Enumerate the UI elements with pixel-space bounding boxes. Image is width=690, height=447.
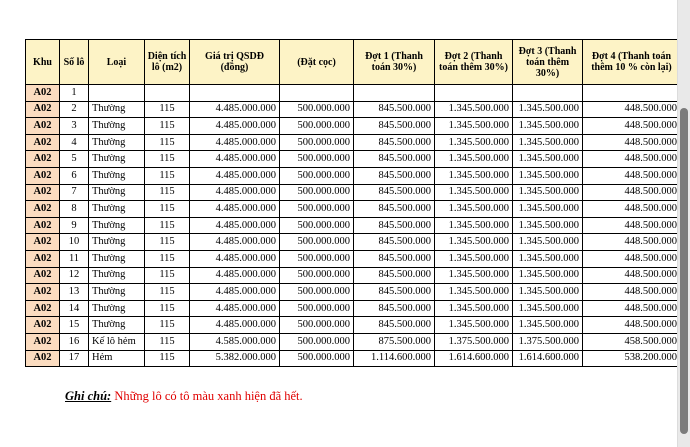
table-cell: 4.485.000.000 <box>190 234 280 251</box>
table-body <box>26 85 681 367</box>
table-cell: 448.500.000 <box>583 134 681 151</box>
table-cell: 500.000.000 <box>280 267 354 284</box>
table-cell: 4.485.000.000 <box>190 284 280 301</box>
table-row <box>26 201 681 218</box>
table-cell: 17 <box>60 350 89 367</box>
table-cell: 4.485.000.000 <box>190 167 280 184</box>
table-cell: 1.375.500.000 <box>513 333 583 350</box>
column-header: Giá trị QSDĐ (đồng) <box>190 40 280 85</box>
table-cell: Thường <box>89 151 145 168</box>
table-cell: 845.500.000 <box>354 250 435 267</box>
table-cell: 9 <box>60 217 89 234</box>
khu-cell: A02 <box>26 184 60 201</box>
table-cell: 500.000.000 <box>280 234 354 251</box>
table-cell: 115 <box>145 317 190 334</box>
khu-cell: A02 <box>26 201 60 218</box>
table-cell: 1.345.500.000 <box>435 267 513 284</box>
table-cell: 12 <box>60 267 89 284</box>
table-cell: 1.614.600.000 <box>513 350 583 367</box>
table-cell: 845.500.000 <box>354 217 435 234</box>
khu-cell: A02 <box>26 300 60 317</box>
table-cell: 1.345.500.000 <box>513 300 583 317</box>
table-cell: 448.500.000 <box>583 234 681 251</box>
table-cell: 115 <box>145 167 190 184</box>
khu-cell: A02 <box>26 333 60 350</box>
table-row <box>26 284 681 301</box>
table-cell: 500.000.000 <box>280 201 354 218</box>
table-cell: 1.345.500.000 <box>435 284 513 301</box>
table-cell: 500.000.000 <box>280 118 354 135</box>
table-cell: 1.345.500.000 <box>513 317 583 334</box>
table-cell: 845.500.000 <box>354 300 435 317</box>
table-cell: 1.614.600.000 <box>435 350 513 367</box>
table-cell: 14 <box>60 300 89 317</box>
table-cell: 500.000.000 <box>280 167 354 184</box>
column-header: Loại <box>89 40 145 85</box>
table-cell: 115 <box>145 350 190 367</box>
table-cell: Thường <box>89 217 145 234</box>
footnote <box>65 389 303 404</box>
khu-cell: A02 <box>26 101 60 118</box>
table-cell: 448.500.000 <box>583 217 681 234</box>
table-cell: 1.345.500.000 <box>435 101 513 118</box>
table-cell: 16 <box>60 333 89 350</box>
table-cell: 1.345.500.000 <box>435 300 513 317</box>
khu-cell: A02 <box>26 134 60 151</box>
table-cell: 500.000.000 <box>280 300 354 317</box>
table-cell: 1.345.500.000 <box>513 151 583 168</box>
table-cell: 1.345.500.000 <box>435 234 513 251</box>
table-cell <box>190 85 280 102</box>
table-cell: 1.345.500.000 <box>513 217 583 234</box>
table-cell: 500.000.000 <box>280 134 354 151</box>
table-cell: 448.500.000 <box>583 300 681 317</box>
table-cell: 11 <box>60 250 89 267</box>
table-cell: 500.000.000 <box>280 350 354 367</box>
scrollbar-thumb[interactable] <box>680 108 688 434</box>
table-cell: 1.345.500.000 <box>435 250 513 267</box>
table-cell: 4 <box>60 134 89 151</box>
table-cell: 448.500.000 <box>583 151 681 168</box>
table-cell: 1.114.600.000 <box>354 350 435 367</box>
table-cell: 875.500.000 <box>354 333 435 350</box>
table-cell: 115 <box>145 333 190 350</box>
column-header: Đợt 3 (Thanh toán thêm 30%) <box>513 40 583 85</box>
table-cell: 500.000.000 <box>280 151 354 168</box>
table-cell: 845.500.000 <box>354 134 435 151</box>
table-cell: 115 <box>145 284 190 301</box>
table-cell: 1.345.500.000 <box>435 217 513 234</box>
table-cell: Thường <box>89 250 145 267</box>
table-cell: 448.500.000 <box>583 201 681 218</box>
table-cell: 8 <box>60 201 89 218</box>
table-cell: 448.500.000 <box>583 118 681 135</box>
table-row <box>26 151 681 168</box>
table-cell: 500.000.000 <box>280 101 354 118</box>
table-cell: 845.500.000 <box>354 267 435 284</box>
table-cell: 845.500.000 <box>354 151 435 168</box>
table-cell: 4.485.000.000 <box>190 184 280 201</box>
table-row <box>26 184 681 201</box>
table-row <box>26 300 681 317</box>
table-cell: Thường <box>89 284 145 301</box>
table-cell: 4.485.000.000 <box>190 118 280 135</box>
table-cell: 13 <box>60 284 89 301</box>
table-cell: 1.345.500.000 <box>435 184 513 201</box>
table-cell: Thường <box>89 300 145 317</box>
table-cell: 1.345.500.000 <box>513 201 583 218</box>
table-cell: 115 <box>145 300 190 317</box>
table-cell: 448.500.000 <box>583 167 681 184</box>
table-cell: Thường <box>89 167 145 184</box>
khu-cell: A02 <box>26 267 60 284</box>
table-cell: Thường <box>89 234 145 251</box>
table-cell: 1.345.500.000 <box>513 284 583 301</box>
table-row <box>26 85 681 102</box>
table-cell: 1.345.500.000 <box>513 101 583 118</box>
table-header-row <box>26 40 681 85</box>
table-row <box>26 333 681 350</box>
table-cell: 1.345.500.000 <box>435 167 513 184</box>
table-cell: 1.345.500.000 <box>513 250 583 267</box>
table-cell: 10 <box>60 234 89 251</box>
table-cell: 1.345.500.000 <box>435 201 513 218</box>
table-cell: 1.345.500.000 <box>513 118 583 135</box>
khu-cell: A02 <box>26 350 60 367</box>
table-cell: 4.485.000.000 <box>190 134 280 151</box>
khu-cell: A02 <box>26 151 60 168</box>
table-cell: 1.345.500.000 <box>513 234 583 251</box>
table-cell: 115 <box>145 151 190 168</box>
table-cell: 115 <box>145 234 190 251</box>
table-cell: 115 <box>145 217 190 234</box>
table-cell: 448.500.000 <box>583 250 681 267</box>
table-cell: 458.500.000 <box>583 333 681 350</box>
table-cell: 845.500.000 <box>354 184 435 201</box>
table-cell: 2 <box>60 101 89 118</box>
table-cell: 845.500.000 <box>354 201 435 218</box>
table-cell: Thường <box>89 184 145 201</box>
table-cell: 500.000.000 <box>280 284 354 301</box>
table-cell: 4.485.000.000 <box>190 317 280 334</box>
table-row <box>26 317 681 334</box>
table-cell: 845.500.000 <box>354 234 435 251</box>
table-cell: 448.500.000 <box>583 184 681 201</box>
vertical-scrollbar[interactable] <box>677 0 690 447</box>
table-cell: Kế lô hẻm <box>89 333 145 350</box>
khu-cell: A02 <box>26 317 60 334</box>
table-cell: 5.382.000.000 <box>190 350 280 367</box>
column-header: Đợt 1 (Thanh toán 30%) <box>354 40 435 85</box>
table-row <box>26 217 681 234</box>
table-cell: 1.345.500.000 <box>435 151 513 168</box>
table-cell: Thường <box>89 267 145 284</box>
table-cell: 115 <box>145 201 190 218</box>
column-header: Đợt 4 (Thanh toán thêm 10 % còn lại) <box>583 40 681 85</box>
table-cell: 500.000.000 <box>280 333 354 350</box>
column-header: Khu <box>26 40 60 85</box>
table-cell <box>583 85 681 102</box>
table-cell: 1.345.500.000 <box>513 167 583 184</box>
price-table <box>25 39 681 367</box>
table-cell: Thường <box>89 201 145 218</box>
table-cell: 500.000.000 <box>280 217 354 234</box>
table-row <box>26 234 681 251</box>
column-header: Đợt 2 (Thanh toán thêm 30%) <box>435 40 513 85</box>
khu-cell: A02 <box>26 284 60 301</box>
footnote-label: Ghi chú: <box>65 389 112 403</box>
table-cell: 500.000.000 <box>280 250 354 267</box>
table-cell: 4.485.000.000 <box>190 101 280 118</box>
footnote-text: Những lô có tô màu xanh hiện đã hết. <box>114 389 303 403</box>
khu-cell: A02 <box>26 234 60 251</box>
table-cell: 1.345.500.000 <box>513 184 583 201</box>
table-cell: 115 <box>145 184 190 201</box>
table-cell: 845.500.000 <box>354 118 435 135</box>
table-cell: 1.375.500.000 <box>435 333 513 350</box>
table-row <box>26 101 681 118</box>
table-cell: 845.500.000 <box>354 284 435 301</box>
table-row <box>26 118 681 135</box>
table-row <box>26 167 681 184</box>
table-cell: 538.200.000 <box>583 350 681 367</box>
table-cell: Hẻm <box>89 350 145 367</box>
table-cell: 15 <box>60 317 89 334</box>
column-header: Số lô <box>60 40 89 85</box>
table-cell: 845.500.000 <box>354 101 435 118</box>
table-cell: 1.345.500.000 <box>435 317 513 334</box>
khu-cell: A02 <box>26 85 60 102</box>
table-cell: 4.485.000.000 <box>190 267 280 284</box>
khu-cell: A02 <box>26 217 60 234</box>
table-cell: 845.500.000 <box>354 317 435 334</box>
table-cell: 1.345.500.000 <box>513 267 583 284</box>
table-cell: 4.485.000.000 <box>190 300 280 317</box>
table-cell: 4.485.000.000 <box>190 217 280 234</box>
table-row <box>26 350 681 367</box>
table-row <box>26 267 681 284</box>
table-cell: 115 <box>145 134 190 151</box>
column-header: (Đặt cọc) <box>280 40 354 85</box>
table-cell: 4.485.000.000 <box>190 250 280 267</box>
table-cell: 115 <box>145 267 190 284</box>
table-cell: 1.345.500.000 <box>435 118 513 135</box>
table-row <box>26 250 681 267</box>
table-cell: 500.000.000 <box>280 317 354 334</box>
table-cell: 4.485.000.000 <box>190 151 280 168</box>
table-cell <box>354 85 435 102</box>
table-cell: 3 <box>60 118 89 135</box>
table-cell: 4.485.000.000 <box>190 201 280 218</box>
table-cell: 448.500.000 <box>583 267 681 284</box>
table-cell: 1.345.500.000 <box>435 134 513 151</box>
table-cell: Thường <box>89 317 145 334</box>
table-cell: 1 <box>60 85 89 102</box>
table-cell: 115 <box>145 101 190 118</box>
table-cell: Thường <box>89 101 145 118</box>
table-cell: 845.500.000 <box>354 167 435 184</box>
column-header: Diện tích lô (m2) <box>145 40 190 85</box>
table-cell <box>89 85 145 102</box>
table-cell: 448.500.000 <box>583 317 681 334</box>
table-cell: 115 <box>145 250 190 267</box>
table-cell: 115 <box>145 118 190 135</box>
table-cell: 5 <box>60 151 89 168</box>
table-row <box>26 134 681 151</box>
table-cell: 4.585.000.000 <box>190 333 280 350</box>
khu-cell: A02 <box>26 167 60 184</box>
table-cell: Thường <box>89 134 145 151</box>
table-cell: 1.345.500.000 <box>513 134 583 151</box>
table-cell <box>513 85 583 102</box>
khu-cell: A02 <box>26 118 60 135</box>
table-cell: 500.000.000 <box>280 184 354 201</box>
table-cell: 7 <box>60 184 89 201</box>
table-cell <box>435 85 513 102</box>
table-cell: 6 <box>60 167 89 184</box>
table-cell: 448.500.000 <box>583 284 681 301</box>
table-cell <box>280 85 354 102</box>
table-cell: Thường <box>89 118 145 135</box>
khu-cell: A02 <box>26 250 60 267</box>
table-cell: 448.500.000 <box>583 101 681 118</box>
table-cell <box>145 85 190 102</box>
